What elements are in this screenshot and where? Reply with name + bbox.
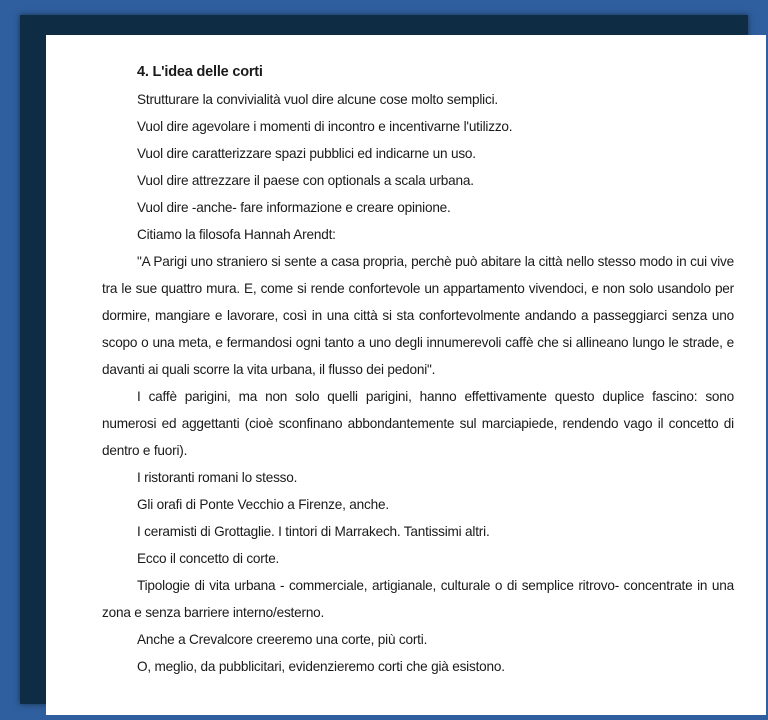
- page-frame: [20, 15, 748, 704]
- paragraph: I ceramisti di Grottaglie. I tintori di Marrakech. Tantissimi altri.: [137, 524, 490, 539]
- paragraph: Vuol dire attrezzare il paese con optionals a scala urbana.: [137, 173, 474, 188]
- paragraph: Vuol dire agevolare i momenti di incontro e incentivarne l'utilizzo.: [137, 119, 513, 134]
- paragraph: O, meglio, da pubblicitari, evidenzieremo corti che già esistono.: [137, 659, 505, 674]
- section-title: 4. L'idea delle corti: [137, 64, 263, 80]
- paragraph: Citiamo la filosofa Hannah Arendt:: [137, 227, 336, 242]
- paragraph: Vuol dire -anche- fare informazione e creare opinione.: [137, 200, 451, 215]
- paragraph: Gli orafi di Ponte Vecchio a Firenze, anche.: [137, 497, 389, 512]
- document-content: [102, 59, 734, 680]
- paragraph: Tipologie di vita urbana - commerciale, artigianale, culturale o di semplice ritrovo- concentrate in una zona e senza barriere interno/esterno.: [102, 578, 734, 620]
- paragraph: Strutturare la convivialità vuol dire alcune cose molto semplici.: [137, 92, 498, 107]
- paragraph: Ecco il concetto di corte.: [137, 551, 280, 566]
- quote-paragraph: "A Parigi uno straniero si sente a casa propria, perchè può abitare la città nello stesso modo in cui vive tra le sue quattro mura. E, come si rende confortevole un appartamento vivendoci, e non solo usandolo per dormire, mangiare e lavorare, così in una città si sta confortevolmente andando a passeggiarci senza uno scopo o una meta, e fermandosi ogni tanto a uno degli innumerevoli caffè che si allineano lungo le strade, e davanti ai quali scorre la vita urbana, il flusso dei pedoni".: [102, 254, 734, 377]
- paragraph: Vuol dire caratterizzare spazi pubblici ed indicarne un uso.: [137, 146, 476, 161]
- paragraph: I ristoranti romani lo stesso.: [137, 470, 298, 485]
- document-page: [46, 35, 766, 715]
- paragraph: Anche a Crevalcore creeremo una corte, più corti.: [137, 632, 428, 647]
- paragraph: I caffè parigini, ma non solo quelli parigini, hanno effettivamente questo duplice fascino: sono numerosi ed aggettanti (cioè sconfinano abbondantemente sul marciapiede, rendendo vago il concetto di dentro e fuori).: [102, 389, 734, 458]
